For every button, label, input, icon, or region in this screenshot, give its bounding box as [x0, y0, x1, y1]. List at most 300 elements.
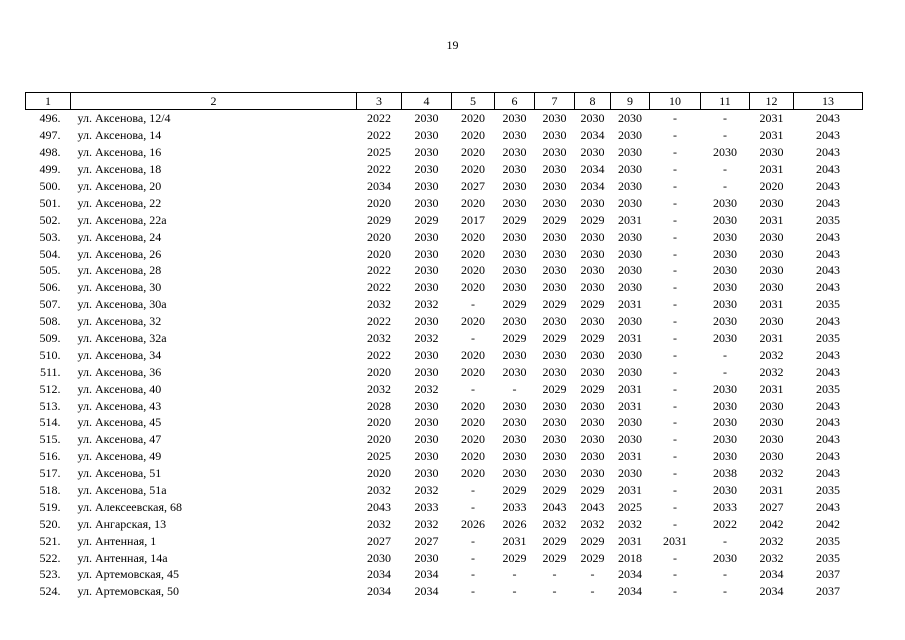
year-cell: - — [673, 381, 677, 396]
year-cell: 2037 — [816, 584, 840, 599]
address-cell: ул. Ангарская, 13 — [77, 516, 167, 531]
year-cell: - — [552, 584, 557, 599]
year-cell: 2030 — [580, 229, 605, 244]
year-cell: 2035 — [816, 331, 840, 346]
table-header — [26, 93, 863, 110]
table-row — [26, 566, 863, 583]
header-cell: 2 — [71, 93, 357, 110]
table-row — [26, 228, 863, 245]
year-cell: 2020 — [367, 432, 391, 447]
year-cell: - — [471, 381, 475, 396]
year-cell: 2030 — [502, 449, 527, 464]
table-row — [26, 245, 863, 262]
header-cell: 8 — [575, 93, 611, 110]
year-cell: 2032 — [414, 381, 439, 396]
year-cell: 2034 — [414, 584, 439, 599]
year-cell: 2030 — [414, 162, 439, 177]
table-row — [26, 532, 863, 549]
year-cell: 2043 — [367, 499, 391, 514]
year-cell: - — [512, 567, 517, 582]
year-cell: 2030 — [542, 432, 567, 447]
year-cell: 2030 — [580, 398, 605, 413]
year-cell: 2030 — [502, 347, 527, 362]
year-cell: 2020 — [461, 398, 485, 413]
year-cell: 2032 — [414, 483, 439, 498]
year-cell: 2030 — [713, 297, 737, 312]
year-cell: - — [673, 364, 677, 379]
year-cell: 2043 — [580, 499, 605, 514]
year-cell: 2033 — [713, 499, 737, 514]
year-cell: - — [673, 432, 677, 447]
year-cell: - — [471, 584, 475, 599]
address-cell: ул. Аксенова, 36 — [77, 364, 162, 379]
year-cell: 2030 — [618, 111, 642, 126]
year-cell: 2030 — [502, 466, 527, 481]
year-cell: - — [673, 415, 677, 430]
year-cell: 2030 — [618, 162, 642, 177]
year-cell: - — [723, 347, 727, 362]
year-cell: 2030 — [713, 398, 737, 413]
year-cell: - — [673, 128, 677, 143]
row-number: 508. — [39, 314, 61, 329]
year-cell: 2030 — [542, 415, 567, 430]
row-number: 502. — [39, 212, 61, 227]
address-cell: ул. Аксенова, 12/4 — [77, 111, 171, 126]
table-row — [26, 482, 863, 499]
header-cell: 10 — [650, 93, 701, 110]
year-cell: 2032 — [759, 364, 784, 379]
year-cell: 2032 — [367, 381, 391, 396]
year-cell: - — [673, 347, 677, 362]
year-cell: - — [673, 111, 677, 126]
year-cell: 2034 — [759, 567, 784, 582]
year-cell: 2020 — [759, 179, 784, 193]
year-cell: - — [512, 381, 517, 396]
year-cell: 2043 — [816, 280, 840, 295]
year-cell: 2043 — [816, 364, 840, 379]
year-cell: 2030 — [502, 179, 527, 193]
year-cell: 2020 — [367, 466, 391, 481]
year-cell: 2035 — [816, 483, 840, 498]
year-cell: 2030 — [502, 128, 527, 143]
row-number: 518. — [39, 483, 61, 498]
year-cell: - — [590, 584, 595, 599]
year-cell: 2030 — [618, 246, 642, 261]
year-cell: 2032 — [367, 331, 391, 346]
year-cell: - — [590, 567, 595, 582]
year-cell: - — [673, 483, 677, 498]
header-row — [26, 93, 863, 110]
year-cell: 2020 — [461, 246, 485, 261]
address-cell: ул. Аксенова, 20 — [77, 179, 162, 193]
year-cell: 2029 — [502, 550, 527, 565]
year-cell: 2029 — [502, 331, 527, 346]
year-cell: 2030 — [713, 246, 737, 261]
address-cell: ул. Аксенова, 18 — [77, 162, 162, 177]
row-number: 516. — [39, 449, 61, 464]
year-cell: 2034 — [580, 128, 605, 143]
year-cell: 2030 — [414, 229, 439, 244]
year-cell: 2043 — [816, 128, 840, 143]
year-cell: 2029 — [542, 381, 567, 396]
year-cell: 2030 — [414, 145, 439, 160]
address-cell: ул. Аксенова, 16 — [77, 145, 162, 160]
table-row — [26, 211, 863, 228]
year-cell: 2031 — [502, 533, 527, 548]
year-cell: 2030 — [542, 314, 567, 329]
year-cell: 2025 — [367, 145, 391, 160]
header-cell: 1 — [26, 93, 71, 110]
year-cell: 2030 — [580, 347, 605, 362]
year-cell: 2030 — [414, 449, 439, 464]
table-row — [26, 448, 863, 465]
year-cell: 2030 — [580, 466, 605, 481]
year-cell: 2030 — [414, 398, 439, 413]
year-cell: 2031 — [618, 381, 642, 396]
year-cell: 2031 — [618, 533, 642, 548]
year-cell: 2030 — [542, 145, 567, 160]
year-cell: 2030 — [502, 314, 527, 329]
year-cell: 2022 — [367, 263, 391, 278]
year-cell: 2034 — [367, 179, 391, 193]
year-cell: - — [723, 584, 727, 599]
header-cell: 5 — [452, 93, 495, 110]
year-cell: 2031 — [618, 331, 642, 346]
year-cell: 2030 — [713, 449, 737, 464]
year-cell: 2030 — [759, 229, 784, 244]
row-number: 496. — [39, 111, 61, 126]
table-row — [26, 262, 863, 279]
year-cell: 2030 — [759, 432, 784, 447]
year-cell: 2030 — [414, 280, 439, 295]
table-row — [26, 465, 863, 482]
year-cell: 2032 — [414, 516, 439, 531]
year-cell: 2022 — [367, 280, 391, 295]
year-cell: 2028 — [367, 398, 391, 413]
year-cell: 2020 — [461, 449, 485, 464]
year-cell: 2030 — [414, 179, 439, 193]
year-cell: 2043 — [816, 499, 840, 514]
year-cell: 2030 — [502, 432, 527, 447]
address-cell: ул. Аксенова, 22 — [77, 195, 162, 210]
year-cell: - — [673, 162, 677, 177]
row-number: 509. — [39, 331, 61, 346]
year-cell: 2030 — [580, 432, 605, 447]
row-number: 504. — [39, 246, 61, 261]
year-cell: 2030 — [542, 179, 567, 193]
year-cell: 2034 — [759, 584, 784, 599]
year-cell: 2030 — [580, 280, 605, 295]
year-cell: 2030 — [759, 398, 784, 413]
year-cell: - — [673, 195, 677, 210]
year-cell: 2042 — [816, 516, 840, 531]
year-cell: 2032 — [759, 347, 784, 362]
year-cell: 2035 — [816, 550, 840, 565]
year-cell: 2030 — [542, 347, 567, 362]
year-cell: 2030 — [618, 314, 642, 329]
table-row — [26, 431, 863, 448]
year-cell: 2020 — [461, 162, 485, 177]
year-cell: 2030 — [759, 145, 784, 160]
table-row — [26, 346, 863, 363]
row-number: 503. — [39, 229, 61, 244]
year-cell: 2020 — [461, 466, 485, 481]
row-number: 510. — [39, 347, 61, 362]
year-cell: 2020 — [461, 415, 485, 430]
year-cell: 2022 — [367, 111, 391, 126]
table-row — [26, 515, 863, 532]
year-cell: 2030 — [542, 280, 567, 295]
year-cell: - — [673, 297, 677, 312]
year-cell: 2043 — [816, 229, 840, 244]
year-cell: 2031 — [759, 111, 784, 126]
year-cell: 2030 — [618, 128, 642, 143]
year-cell: 2030 — [542, 398, 567, 413]
year-cell: 2017 — [461, 212, 485, 227]
year-cell: 2030 — [542, 449, 567, 464]
year-cell: 2020 — [461, 229, 485, 244]
year-cell: 2029 — [580, 381, 605, 396]
year-cell: 2031 — [663, 533, 687, 548]
year-cell: 2030 — [367, 550, 391, 565]
year-cell: - — [723, 567, 727, 582]
row-number: 498. — [39, 145, 61, 160]
year-cell: 2020 — [461, 364, 485, 379]
table-row — [26, 414, 863, 431]
year-cell: 2043 — [816, 314, 840, 329]
table-row — [26, 397, 863, 414]
table-row — [26, 363, 863, 380]
year-cell: 2034 — [367, 567, 391, 582]
year-cell: 2031 — [759, 381, 784, 396]
table-row — [26, 313, 863, 330]
year-cell: 2030 — [414, 128, 439, 143]
year-cell: 2031 — [618, 449, 642, 464]
year-cell: 2030 — [414, 550, 439, 565]
year-cell: 2022 — [367, 128, 391, 143]
year-cell: 2022 — [713, 516, 737, 531]
year-cell: 2029 — [502, 212, 527, 227]
header-cell: 12 — [750, 93, 794, 110]
year-cell: 2030 — [414, 466, 439, 481]
row-number: 522. — [39, 550, 61, 565]
year-cell: 2031 — [759, 483, 784, 498]
year-cell: 2030 — [414, 364, 439, 379]
year-cell: 2043 — [816, 432, 840, 447]
row-number: 514. — [39, 415, 61, 430]
address-cell: ул. Аксенова, 34 — [77, 347, 162, 362]
year-cell: 2030 — [618, 364, 642, 379]
year-cell: - — [673, 466, 677, 481]
year-cell: 2030 — [618, 229, 642, 244]
header-cell: 6 — [495, 93, 535, 110]
table-row — [26, 279, 863, 296]
year-cell: 2032 — [414, 331, 439, 346]
year-cell: 2032 — [759, 550, 784, 565]
year-cell: - — [471, 533, 475, 548]
year-cell: 2031 — [759, 212, 784, 227]
year-cell: 2032 — [759, 533, 784, 548]
header-cell: 9 — [611, 93, 650, 110]
row-number: 520. — [39, 516, 61, 531]
year-cell: 2030 — [618, 179, 642, 193]
year-cell: - — [723, 364, 727, 379]
year-cell: 2020 — [367, 364, 391, 379]
year-cell: 2034 — [618, 567, 642, 582]
year-cell: 2029 — [502, 297, 527, 312]
year-cell: 2027 — [367, 533, 391, 548]
year-cell: 2029 — [502, 483, 527, 498]
address-cell: ул. Аксенова, 47 — [77, 432, 162, 447]
year-cell: 2030 — [713, 550, 737, 565]
table-row — [26, 110, 863, 127]
year-cell: 2034 — [580, 179, 605, 193]
year-cell: 2027 — [759, 499, 784, 514]
row-number: 507. — [39, 297, 61, 312]
year-cell: 2030 — [502, 364, 527, 379]
year-cell: 2030 — [542, 128, 567, 143]
year-cell: 2030 — [542, 162, 567, 177]
year-cell: 2030 — [580, 145, 605, 160]
year-cell: 2035 — [816, 297, 840, 312]
year-cell: 2030 — [618, 466, 642, 481]
year-cell: 2031 — [759, 162, 784, 177]
year-cell: 2030 — [502, 263, 527, 278]
year-cell: 2030 — [713, 212, 737, 227]
address-cell: ул. Аксенова, 14 — [77, 128, 162, 143]
year-cell: 2030 — [759, 415, 784, 430]
row-number: 511. — [39, 364, 61, 379]
table-row — [26, 583, 863, 600]
year-cell: 2020 — [367, 195, 391, 210]
year-cell: 2032 — [367, 516, 391, 531]
year-cell: 2029 — [580, 533, 605, 548]
address-cell: ул. Аксенова, 51 — [77, 466, 162, 481]
year-cell: 2020 — [461, 111, 485, 126]
year-cell: 2038 — [713, 466, 737, 481]
year-cell: 2043 — [816, 415, 840, 430]
year-cell: 2032 — [580, 516, 605, 531]
header-cell: 7 — [535, 93, 575, 110]
year-cell: 2032 — [367, 297, 391, 312]
year-cell: 2035 — [816, 212, 840, 227]
year-cell: 2034 — [618, 584, 642, 599]
address-cell: ул. Антенная, 1 — [77, 533, 157, 548]
year-cell: 2020 — [461, 128, 485, 143]
year-cell: 2030 — [618, 145, 642, 160]
year-cell: 2030 — [759, 314, 784, 329]
year-cell: 2030 — [502, 111, 527, 126]
address-cell: ул. Аксенова, 51а — [77, 483, 167, 498]
year-cell: 2031 — [618, 398, 642, 413]
year-cell: 2030 — [713, 483, 737, 498]
year-cell: 2025 — [618, 499, 642, 514]
year-cell: 2030 — [759, 263, 784, 278]
year-cell: 2043 — [816, 111, 840, 126]
table-row — [26, 296, 863, 313]
year-cell: 2031 — [618, 212, 642, 227]
year-cell: 2030 — [414, 111, 439, 126]
year-cell: - — [673, 550, 677, 565]
address-cell: ул. Аксенова, 24 — [77, 229, 162, 244]
table-row — [26, 161, 863, 178]
year-cell: 2030 — [618, 347, 642, 362]
year-cell: 2032 — [759, 466, 784, 481]
year-cell: 2030 — [414, 415, 439, 430]
year-cell: - — [673, 331, 677, 346]
year-cell: 2020 — [461, 347, 485, 362]
year-cell: 2030 — [713, 381, 737, 396]
year-cell: 2030 — [502, 195, 527, 210]
year-cell: 2020 — [461, 432, 485, 447]
year-cell: 2034 — [580, 162, 605, 177]
year-cell: - — [673, 246, 677, 261]
year-cell: 2030 — [580, 415, 605, 430]
year-cell: 2043 — [816, 179, 840, 193]
year-cell: 2020 — [461, 145, 485, 160]
year-cell: 2030 — [713, 229, 737, 244]
year-cell: - — [471, 483, 475, 498]
year-cell: 2031 — [618, 483, 642, 498]
year-cell: 2030 — [414, 314, 439, 329]
year-cell: 2043 — [816, 246, 840, 261]
year-cell: 2030 — [580, 111, 605, 126]
year-cell: 2029 — [542, 212, 567, 227]
year-cell: 2037 — [816, 567, 840, 582]
year-cell: 2030 — [580, 246, 605, 261]
year-cell: 2030 — [713, 415, 737, 430]
year-cell: 2030 — [542, 195, 567, 210]
year-cell: 2035 — [816, 533, 840, 548]
year-cell: 2030 — [414, 347, 439, 362]
row-number: 523. — [39, 567, 61, 582]
year-cell: - — [471, 567, 475, 582]
year-cell: 2029 — [414, 212, 439, 227]
header-cell: 13 — [794, 93, 863, 110]
year-cell: 2043 — [816, 449, 840, 464]
year-cell: 2022 — [367, 314, 391, 329]
year-cell: 2029 — [580, 297, 605, 312]
year-cell: 2020 — [367, 246, 391, 261]
address-cell: ул. Аксенова, 30 — [77, 280, 162, 295]
year-cell: 2031 — [618, 297, 642, 312]
year-cell: 2031 — [759, 128, 784, 143]
year-cell: 2030 — [618, 415, 642, 430]
year-cell: 2030 — [502, 398, 527, 413]
address-cell: ул. Аксенова, 22а — [77, 212, 167, 227]
year-cell: - — [673, 145, 677, 160]
table-row — [26, 498, 863, 515]
row-number: 517. — [39, 466, 61, 481]
year-cell: 2030 — [502, 229, 527, 244]
year-cell: 2030 — [618, 263, 642, 278]
address-cell: ул. Аксенова, 28 — [77, 263, 162, 278]
year-cell: - — [673, 314, 677, 329]
year-cell: 2034 — [414, 567, 439, 582]
address-cell: ул. Аксенова, 32 — [77, 314, 162, 329]
row-number: 506. — [39, 280, 61, 295]
year-cell: 2043 — [816, 347, 840, 362]
year-cell: 2030 — [759, 246, 784, 261]
year-cell: 2030 — [414, 432, 439, 447]
year-cell: - — [723, 162, 727, 177]
address-cell: ул. Алексеевская, 68 — [77, 499, 183, 514]
year-cell: 2030 — [414, 195, 439, 210]
year-cell: 2030 — [542, 246, 567, 261]
year-cell: 2043 — [816, 263, 840, 278]
year-cell: 2029 — [542, 331, 567, 346]
year-cell: 2033 — [502, 499, 527, 514]
